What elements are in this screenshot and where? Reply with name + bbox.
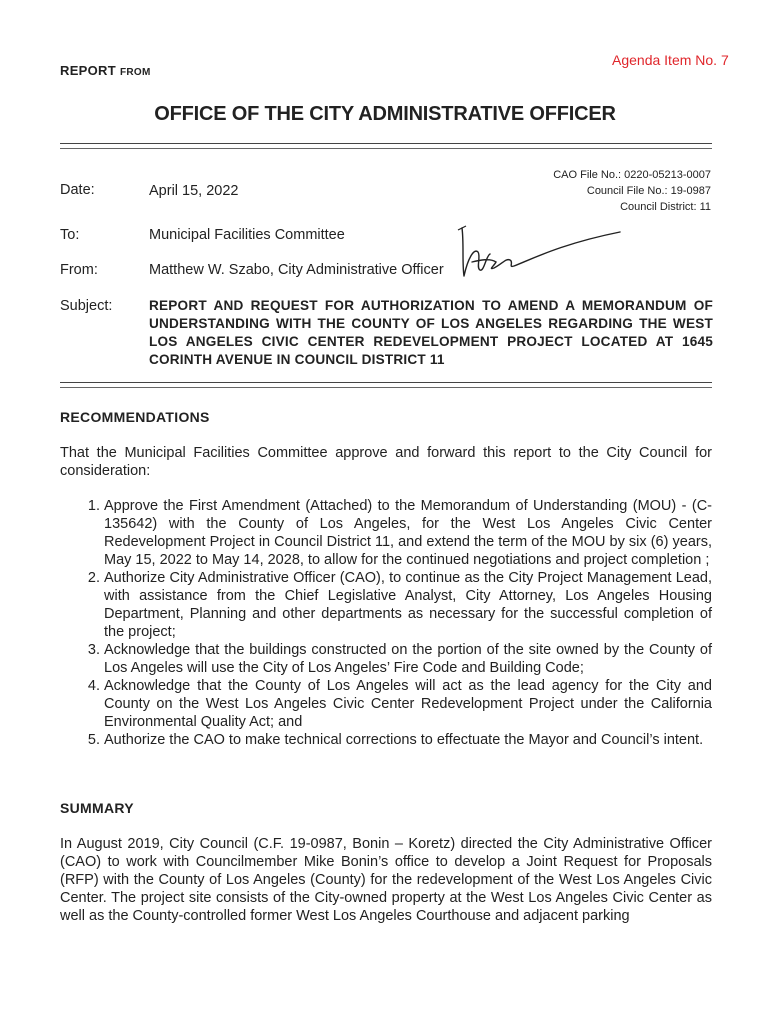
recommendation-item: 3. Acknowledge that the buildings constructed on the portion of the site owned by the County of Los Angeles will use the City of Los Angeles’ Fire Code and Building Code; [104,641,712,677]
cao-file-number: CAO File No.: 0220-05213-0007 [553,169,711,181]
date-value: April 15, 2022 [149,183,239,199]
recommendations-list [60,497,712,749]
file-info-block [553,167,711,215]
summary-heading: SUMMARY [60,800,134,816]
agenda-item-label: Agenda Item No. 7 [612,52,729,68]
recommendations-intro: That the Municipal Facilities Committee approve and forward this report to the City Council for consideration: [60,445,712,479]
from-label: FROM [119,67,151,78]
report-label: REPORT [60,63,116,78]
to-label: To: [60,227,80,243]
report-from-header [60,63,151,78]
subject-rule-top [60,382,712,383]
subject-label: Subject: [60,298,113,314]
from-field-label: From: [60,262,98,278]
subject-value: REPORT AND REQUEST FOR AUTHORIZATION TO AMEND A MEMORANDUM OF UNDERSTANDING WITH THE COUNTY OF LOS ANGELES REGARDING THE WEST LOS ANGELES CIVIC CENTER REDEVELOPMENT PROJECT LOCATED AT 1645 CORINTH AVENUE IN COUNCIL DISTRICT 11 [149,298,713,367]
from-value: Matthew W. Szabo, City Administrative Officer [149,262,444,278]
council-district: Council District: 11 [620,201,711,213]
subject-rule-bottom [60,387,712,388]
council-file-number: Council File No.: 19-0987 [586,185,711,197]
recommendation-item: 4. Acknowledge that the County of Los Angeles will act as the lead agency for the City and County on the West Los Angeles Civic Center Redevelopment Project under the California Environmental Quality Act; and [104,677,712,731]
summary-text: In August 2019, City Council (C.F. 19-0987, Bonin – Koretz) directed the City Administrative Officer (CAO) to work with Councilmember Mike Bonin’s office to develop a Joint Request for Proposals (RFP) with the County of Los Angeles (County) for the redevelopment of the West Los Angeles Civic Center. The project site consists of the City-owned property at the West Los Angeles Civic Center as well as the County-controlled former West Los Angeles Courthouse and adjacent parking [60,836,712,924]
header-rule-top [60,143,712,144]
date-label: Date: [60,182,95,198]
to-value: Municipal Facilities Committee [149,227,345,243]
recommendation-item: 5. Authorize the CAO to make technical corrections to effectuate the Mayor and Council’s intent. [104,731,712,749]
recommendation-item: 1. Approve the First Amendment (Attached) to the Memorandum of Understanding (MOU) - (C-135642) with the County of Los Angeles, for the West Los Angeles Civic Center Redevelopment Project in Council District 11, and extend the term of the MOU by six (6) years, May 15, 2022 to May 14, 2028, to allow for the continued negotiations and project completion ; [104,497,712,569]
signature-image [450,218,625,280]
recommendations-heading: RECOMMENDATIONS [60,409,210,425]
recommendation-item: 2. Authorize City Administrative Officer (CAO), to continue as the City Project Management Lead, with assistance from the Chief Legislative Analyst, City Attorney, Los Angeles Housing Department, Planning and other departments as necessary for the successful completion of the project; [104,569,712,641]
header-rule-bottom [60,148,712,149]
office-title: OFFICE OF THE CITY ADMINISTRATIVE OFFICER [154,103,616,125]
